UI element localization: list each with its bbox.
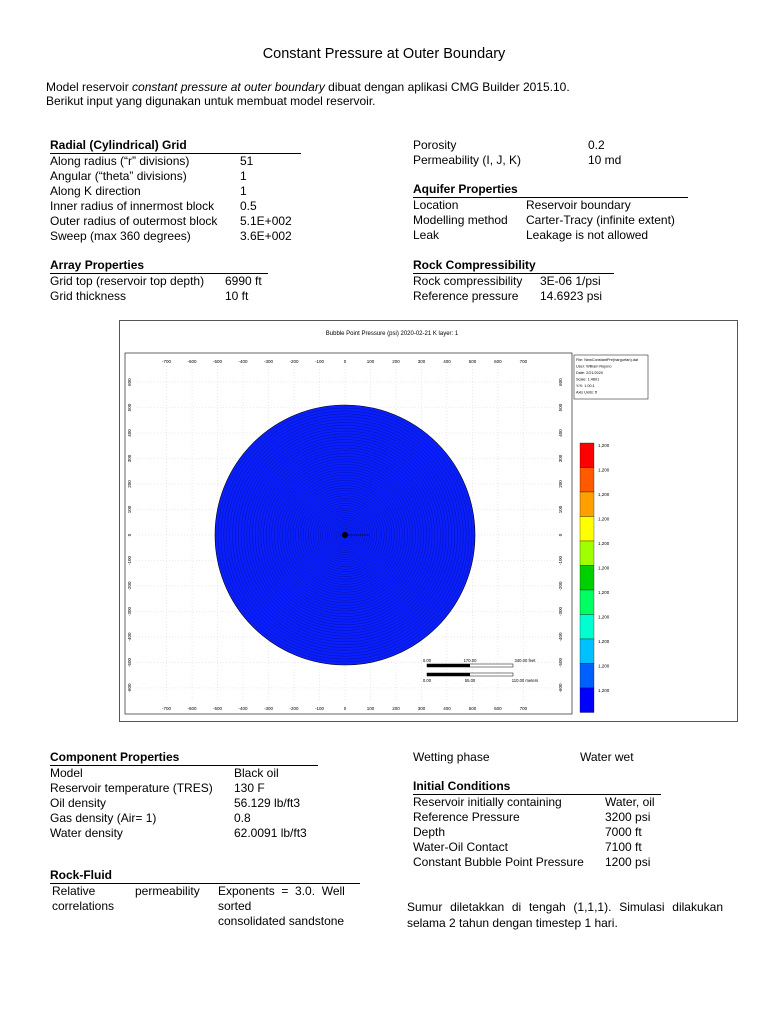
- radial-grid-label: Outer radius of outermost block: [50, 214, 218, 228]
- x-tick-label-bottom: -600: [187, 706, 197, 711]
- legend-swatch: [580, 639, 594, 664]
- y-tick-label-left: -300: [127, 606, 132, 616]
- y-tick-label-left: -600: [127, 683, 132, 693]
- scale-bar: [423, 658, 538, 683]
- radial-grid-value: 5.1E+002: [240, 214, 292, 228]
- intro-line-1: [46, 80, 570, 94]
- initial-conditions-label: Reservoir initially containing: [413, 795, 562, 809]
- x-tick-label-top: -400: [238, 359, 248, 364]
- x-tick-label-top: -200: [289, 359, 299, 364]
- radial-grid-value: 0.5: [240, 199, 257, 213]
- initial-conditions-value: 7000 ft: [605, 825, 642, 839]
- component-properties-label: Reservoir temperature (TRES): [50, 781, 213, 795]
- legend-swatch: [580, 688, 594, 713]
- y-tick-label-right: 100: [558, 505, 563, 514]
- bubble-point-pressure-figure: [119, 320, 738, 722]
- component-properties-row: [50, 766, 307, 781]
- scale-label-feet: 0.00: [422, 658, 432, 663]
- scale-label-meters: 55.00: [464, 678, 476, 683]
- x-tick-label-bottom: 100: [366, 706, 375, 711]
- scale-bar-meters-fill: [427, 673, 470, 676]
- rock-fluid-heading: Rock-Fluid: [50, 868, 360, 884]
- x-tick-label-top: 300: [417, 359, 426, 364]
- info-line: Date: 2/21/2020: [576, 371, 604, 375]
- legend-value: 1,200: [598, 541, 610, 546]
- rf-label-correlations: correlations: [52, 899, 115, 913]
- porosity-perm-label: Porosity: [413, 138, 457, 152]
- info-line: Axis Units: ft: [576, 390, 598, 395]
- y-tick-label-left: 0: [127, 533, 132, 537]
- rock-compressibility-section: [413, 258, 614, 304]
- rock-compressibility-label: Rock compressibility: [413, 274, 523, 288]
- component-properties-row: [50, 781, 307, 796]
- x-tick-label-bottom: 0: [343, 706, 347, 711]
- radial-grid-table: [50, 154, 292, 244]
- x-tick-label-top: 500: [468, 359, 477, 364]
- y-tick-label-right: 400: [558, 429, 563, 437]
- x-tick-label-top: -600: [187, 359, 197, 364]
- x-tick-label-bottom: -400: [238, 706, 248, 711]
- legend-value: 1,200: [598, 639, 610, 644]
- scale-label-meters: 110.00 meters: [511, 678, 539, 683]
- legend-swatch: [580, 492, 594, 517]
- radial-grid-heading: Radial (Cylindrical) Grid: [50, 138, 301, 154]
- radial-grid-row: [50, 199, 292, 214]
- rock-compressibility-value: 3E-06 1/psi: [540, 274, 601, 288]
- radial-grid-label: Along K direction: [50, 184, 141, 198]
- rf-label-relative: Relative: [52, 884, 96, 898]
- initial-conditions-value: 1200 psi: [605, 855, 651, 869]
- scale-label-meters: 0.00: [422, 678, 432, 683]
- y-tick-label-left: -200: [127, 581, 132, 591]
- scale-label-feet: 170.00: [463, 658, 477, 663]
- x-tick-label-bottom: 400: [443, 706, 451, 711]
- page-title: Constant Pressure at Outer Boundary: [262, 46, 506, 62]
- initial-conditions-row: [413, 795, 655, 810]
- scale-bar-feet-fill: [427, 664, 470, 667]
- legend-value: 1,200: [598, 492, 610, 497]
- array-properties-heading: Array Properties: [50, 258, 268, 274]
- info-line: File: NewConstantPre(hargurfan).dat: [576, 358, 639, 362]
- aquifer-label: Modelling method: [413, 213, 508, 227]
- component-properties-row: [50, 826, 307, 841]
- x-tick-label-top: 0: [343, 359, 347, 364]
- rf-value-line-1: Exponents = 3.0. Well: [218, 884, 345, 898]
- y-tick-label-right: -500: [558, 657, 563, 667]
- initial-conditions-value: 7100 ft: [605, 840, 642, 854]
- component-properties-value: 62.0091 lb/ft3: [234, 826, 307, 840]
- initial-conditions-table: [413, 795, 655, 870]
- legend-value: 1,200: [598, 467, 610, 473]
- x-tick-label-top: 200: [392, 359, 400, 364]
- closing-paragraph: Sumur diletakkan di tengah (1,1,1). Simulasi dilakukan selama 2 tahun dengan timestep 1 hari.: [407, 900, 723, 930]
- porosity-perm-value: 10 md: [588, 153, 622, 167]
- aquifer-section: [413, 182, 688, 243]
- legend-value: 1,200: [598, 565, 610, 571]
- radial-grid-section: [50, 138, 301, 244]
- aquifer-value: Reservoir boundary: [526, 198, 631, 212]
- intro-text: dibuat dengan aplikasi CMG Builder 2015.10.: [324, 80, 570, 94]
- x-tick-label-top: -100: [315, 359, 325, 364]
- wetting-phase-label: Wetting phase: [413, 750, 490, 764]
- info-box: [574, 355, 648, 399]
- component-properties-label: Water density: [50, 826, 123, 840]
- info-line: Scale: 1:4801: [576, 377, 600, 382]
- x-tick-label-top: -500: [213, 359, 223, 364]
- wetting-phase-row: [413, 750, 490, 765]
- x-tick-label-bottom: 500: [468, 706, 477, 711]
- radial-grid-value: 51: [240, 154, 254, 168]
- component-properties-table: [50, 766, 307, 841]
- intro-line-2: Berikut input yang digunakan untuk membuat model reservoir.: [46, 94, 376, 108]
- component-properties-row: [50, 796, 307, 811]
- info-line: User: William Rujono: [576, 364, 612, 369]
- component-properties-label: Model: [50, 766, 83, 780]
- x-tick-label-top: -700: [162, 359, 172, 364]
- y-tick-label-left: -500: [127, 657, 132, 667]
- legend-swatch: [580, 541, 594, 566]
- radial-grid-row: [50, 184, 292, 199]
- porosity-perm-row: [413, 138, 621, 153]
- y-tick-label-right: 0: [558, 533, 563, 537]
- x-tick-label-bottom: 700: [519, 706, 528, 711]
- aquifer-heading: Aquifer Properties: [413, 182, 688, 198]
- x-tick-label-bottom: 300: [417, 706, 426, 711]
- x-tick-label-top: 700: [519, 359, 528, 364]
- component-properties-row: [50, 811, 307, 826]
- rf-value-line-2: sorted: [218, 899, 252, 913]
- radial-grid-row: [50, 154, 292, 169]
- y-tick-label-right: 300: [558, 454, 563, 463]
- array-properties-value: 10 ft: [225, 289, 249, 303]
- initial-conditions-value: 3200 psi: [605, 810, 651, 824]
- aquifer-value: Leakage is not allowed: [526, 228, 649, 242]
- y-tick-label-left: 400: [127, 429, 132, 437]
- y-tick-label-right: -200: [558, 581, 563, 591]
- legend-swatch: [580, 566, 594, 591]
- intro-text: Model reservoir: [46, 80, 133, 94]
- initial-conditions-section: [413, 779, 661, 870]
- aquifer-row: [413, 198, 675, 213]
- legend-value: 1,200: [598, 614, 610, 620]
- y-tick-label-left: -400: [127, 632, 132, 642]
- component-properties-label: Oil density: [50, 796, 107, 810]
- component-properties-label: Gas density (Air= 1): [50, 811, 157, 825]
- array-properties-row: [50, 289, 262, 304]
- aquifer-label: Leak: [413, 228, 440, 242]
- initial-conditions-label: Constant Bubble Point Pressure: [413, 855, 584, 869]
- x-tick-label-top: -300: [264, 359, 274, 364]
- porosity-perm-section: [413, 138, 621, 168]
- x-tick-label-top: 100: [366, 359, 375, 364]
- x-tick-label-bottom: -200: [289, 706, 299, 711]
- initial-conditions-row: [413, 855, 655, 870]
- component-properties-heading: Component Properties: [50, 750, 318, 766]
- legend-swatch: [580, 517, 594, 542]
- rf-value-line-3: consolidated sandstone: [218, 914, 345, 928]
- y-tick-label-right: 500: [558, 403, 563, 412]
- y-tick-label-right: -100: [558, 555, 563, 565]
- porosity-perm-row: [413, 153, 621, 168]
- radial-grid-row: [50, 214, 292, 229]
- initial-conditions-label: Reference Pressure: [413, 810, 520, 824]
- y-tick-label-left: 100: [127, 505, 132, 514]
- array-properties-table: [50, 274, 262, 304]
- x-tick-label-bottom: -100: [315, 706, 325, 711]
- aquifer-row: [413, 228, 675, 243]
- radial-grid-row: [50, 229, 292, 244]
- well-marker: [342, 532, 348, 538]
- x-tick-label-bottom: 600: [494, 706, 502, 711]
- reservoir-disk: [215, 405, 475, 665]
- wetting-phase-value: Water wet: [580, 750, 634, 764]
- radial-grid-value: 1: [240, 169, 247, 183]
- legend-value: 1,200: [598, 688, 610, 693]
- rock-compressibility-heading: Rock Compressibility: [413, 258, 614, 274]
- initial-conditions-row: [413, 810, 655, 825]
- radial-grid-label: Sweep (max 360 degrees): [50, 229, 191, 243]
- y-tick-label-left: 300: [127, 454, 132, 463]
- x-tick-label-bottom: -500: [213, 706, 223, 711]
- legend-value: 1,200: [598, 663, 610, 669]
- component-properties-value: 0.8: [234, 811, 251, 825]
- array-properties-value: 6990 ft: [225, 274, 262, 288]
- rock-compressibility-row: [413, 289, 602, 304]
- initial-conditions-value: Water, oil: [605, 795, 655, 809]
- scale-label-feet: 340.00 feet: [514, 658, 536, 663]
- aquifer-label: Location: [413, 198, 459, 212]
- rock-fluid-section: [50, 868, 360, 934]
- legend-swatch: [580, 615, 594, 640]
- intro-italic: constant pressure at outer boundary: [132, 80, 325, 94]
- initial-conditions-label: Depth: [413, 825, 446, 839]
- rock-compressibility-label: Reference pressure: [413, 289, 519, 303]
- y-tick-label-left: 500: [127, 403, 132, 412]
- x-tick-label-bottom: 200: [392, 706, 400, 711]
- radial-grid-row: [50, 169, 292, 184]
- array-properties-label: Grid thickness: [50, 289, 127, 303]
- component-properties-section: [50, 750, 318, 841]
- intro-paragraph: [46, 80, 570, 108]
- rf-label-permeability: permeability: [135, 884, 200, 898]
- component-properties-value: 56.129 lb/ft3: [234, 796, 301, 810]
- radial-grid-value: 1: [240, 184, 247, 198]
- legend-swatch: [580, 443, 594, 468]
- legend-value: 1,200: [598, 590, 610, 595]
- rock-compressibility-value: 14.6923 psi: [540, 289, 603, 303]
- x-tick-label-bottom: -700: [162, 706, 172, 711]
- array-properties-row: [50, 274, 262, 289]
- y-tick-label-left: 600: [127, 378, 132, 386]
- radial-grid-label: Along radius (“r” divisions): [50, 154, 190, 168]
- aquifer-value: Carter-Tracy (infinite extent): [526, 213, 675, 227]
- radial-grid-label: Angular (“theta” divisions): [50, 169, 187, 183]
- rock-compressibility-table: [413, 274, 602, 304]
- array-properties-label: Grid top (reservoir top depth): [50, 274, 205, 288]
- porosity-perm-label: Permeability (I, J, K): [413, 153, 522, 167]
- legend-value: 1,200: [598, 516, 610, 522]
- porosity-perm-table: [413, 138, 621, 168]
- array-properties-section: [50, 258, 268, 304]
- legend-value: 1,200: [598, 443, 610, 448]
- y-tick-label-right: -400: [558, 632, 563, 642]
- x-tick-label-bottom: -300: [264, 706, 274, 711]
- x-tick-label-top: 400: [443, 359, 451, 364]
- radial-grid-value: 3.6E+002: [240, 229, 292, 243]
- y-tick-label-left: 200: [127, 480, 132, 488]
- component-properties-value: Black oil: [234, 766, 279, 780]
- y-tick-label-right: 200: [558, 480, 563, 488]
- legend-swatch: [580, 590, 594, 615]
- y-tick-label-right: 600: [558, 378, 563, 386]
- figure-title: Bubble Point Pressure (psi) 2020-02-21 K layer: 1: [325, 331, 459, 337]
- component-properties-value: 130 F: [234, 781, 265, 795]
- aquifer-table: [413, 198, 675, 243]
- x-tick-label-top: 600: [494, 359, 502, 364]
- legend-swatch: [580, 664, 594, 689]
- aquifer-row: [413, 213, 675, 228]
- info-line: Y/X: 1.00:1: [576, 384, 595, 388]
- legend-swatch: [580, 468, 594, 493]
- initial-conditions-heading: Initial Conditions: [413, 779, 661, 795]
- y-tick-label-left: -100: [127, 555, 132, 565]
- rock-compressibility-row: [413, 274, 602, 289]
- color-legend: [580, 443, 610, 713]
- porosity-perm-value: 0.2: [588, 138, 605, 152]
- radial-grid-label: Inner radius of innermost block: [50, 199, 215, 213]
- map-plot: [120, 321, 737, 721]
- initial-conditions-label: Water-Oil Contact: [413, 840, 508, 854]
- y-tick-label-right: -300: [558, 606, 563, 616]
- initial-conditions-row: [413, 840, 655, 855]
- initial-conditions-row: [413, 825, 655, 840]
- y-tick-label-right: -600: [558, 683, 563, 693]
